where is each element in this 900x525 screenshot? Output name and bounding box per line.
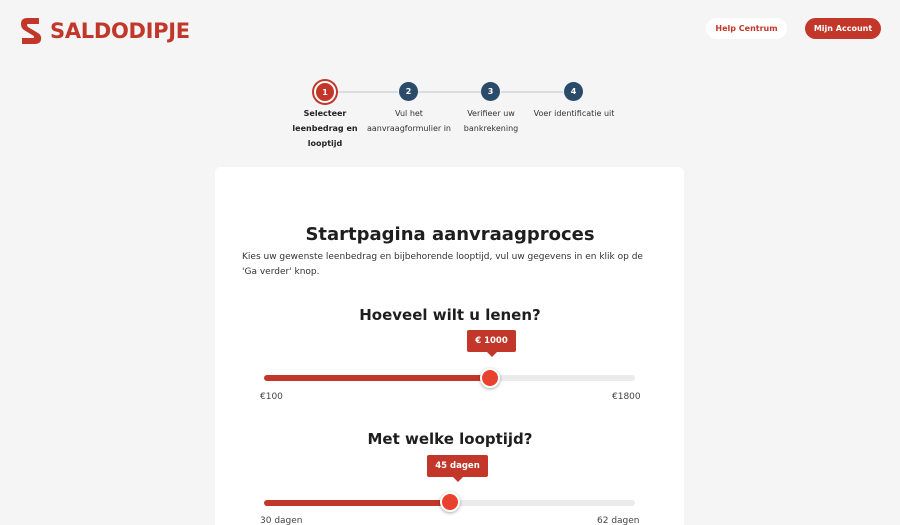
step-connector [501, 91, 563, 93]
term-heading: Met welke looptijd? [367, 430, 533, 448]
amount-slider-fill [264, 375, 490, 381]
amount-slider-handle[interactable] [480, 368, 500, 388]
step-1-circle[interactable]: 1 [314, 81, 336, 103]
amount-heading: Hoeveel wilt u lenen? [359, 306, 541, 324]
amount-value-tooltip: € 1000 [467, 330, 516, 352]
step-connector [336, 91, 398, 93]
term-value-tooltip: 45 dagen [427, 455, 488, 477]
step-4-label: Voer identificatie uit [533, 109, 615, 118]
intro-text: Kies uw gewenste leenbedrag en bijbehorende looptijd, vul uw gegevens in en klik op de 'Ga verder' knop. [242, 252, 643, 277]
step-3-label: Verifieer uw bankrekening [463, 109, 519, 133]
step-connector [418, 91, 481, 93]
mijn-account-button[interactable]: Mijn Account [805, 18, 881, 39]
step-3-circle[interactable]: 3 [481, 82, 500, 101]
amount-slider-track[interactable] [264, 375, 635, 381]
step-1-label: Selecteer leenbedrag en looptijd [292, 109, 358, 148]
step-4-circle[interactable]: 4 [564, 82, 583, 101]
step-2-circle[interactable]: 2 [399, 82, 418, 101]
term-max-label: 62 dagen [597, 516, 640, 525]
saldodipje-s-logo-icon [18, 16, 44, 46]
term-min-label: 30 dagen [260, 516, 303, 525]
amount-min-label: €100 [260, 392, 283, 402]
brand-logo[interactable] [18, 16, 190, 46]
step-2-label: Vul het aanvraagformulier in [367, 109, 451, 133]
brand-name: SALDODIPJE [50, 19, 190, 43]
amount-max-label: €1800 [612, 392, 641, 402]
term-slider-fill [264, 500, 450, 506]
page-title: Startpagina aanvraagproces [305, 224, 595, 245]
term-slider-handle[interactable] [440, 492, 460, 512]
help-centrum-button[interactable]: Help Centrum [706, 18, 787, 39]
header [0, 0, 900, 60]
